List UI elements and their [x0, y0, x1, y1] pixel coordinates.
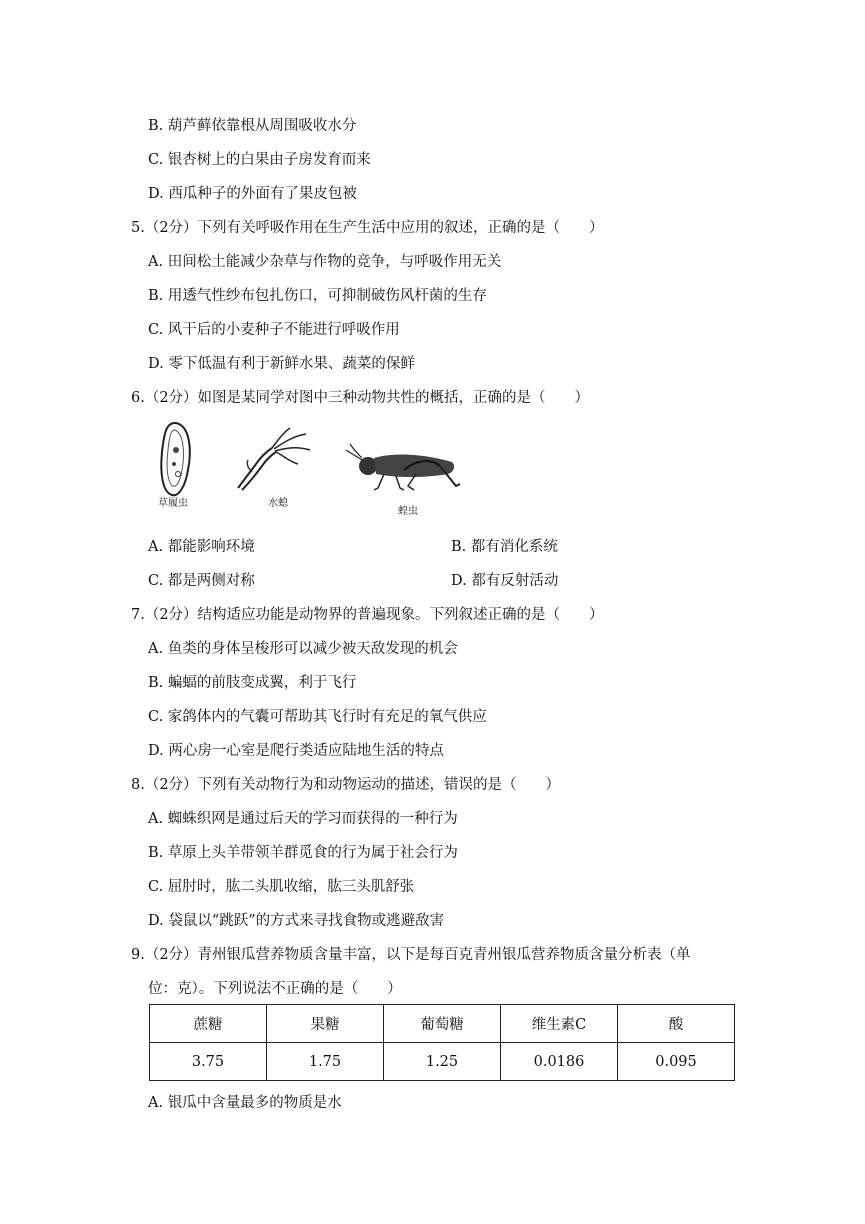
q4-option-d: D. 西瓜种子的外面有了果皮包被	[148, 186, 357, 202]
q8-option-b: B. 草原上头羊带领羊群觅食的行为属于社会行为	[148, 845, 458, 861]
q5-option-b: B. 用透气性纱布包扎伤口，可抑制破伤风杆菌的生存	[148, 288, 487, 304]
q6-option-a: A. 都能影响环境	[148, 539, 255, 555]
table-cell: 1.75	[267, 1043, 384, 1081]
q7-option-a: A. 鱼类的身体呈梭形可以减少被天敌发现的机会	[148, 641, 458, 657]
grasshopper-label: 蝗虫	[398, 506, 418, 517]
table-cell: 3.75	[150, 1043, 267, 1081]
hydra-figure	[232, 424, 316, 494]
paramecium-figure	[156, 420, 196, 500]
q8-option-d: D. 袋鼠以“跳跃”的方式来寻找食物或逃避敌害	[148, 913, 445, 929]
table-row	[150, 1043, 735, 1081]
q6-stem: 6.（2分）如图是某同学对图中三种动物共性的概括，正确的是（ ）	[131, 390, 590, 406]
hydra-label: 水螅	[268, 498, 288, 509]
table-header-cell: 酸	[618, 1005, 735, 1043]
q4-option-c: C. 银杏树上的白果由子房发育而来	[148, 152, 371, 168]
q8-option-c: C. 屈肘时，肱二头肌收缩，肱三头肌舒张	[148, 879, 415, 895]
q7-option-b: B. 蝙蝠的前肢变成翼，利于飞行	[148, 675, 357, 691]
q5-option-a: A. 田间松土能减少杂草与作物的竞争，与呼吸作用无关	[148, 254, 502, 270]
q4-option-b: B. 葫芦藓依靠根从周围吸收水分	[148, 118, 357, 134]
q5-option-d: D. 零下低温有利于新鲜水果、蔬菜的保鲜	[148, 356, 415, 372]
q7-option-c: C. 家鸽体内的气囊可帮助其飞行时有充足的氧气供应	[148, 709, 487, 725]
q8-stem: 8.（2分）下列有关动物行为和动物运动的描述，错误的是（ ）	[131, 777, 561, 793]
q9-stem-line2: 位：克）。下列说法不正确的是（ ）	[148, 981, 402, 997]
q5-stem: 5.（2分）下列有关呼吸作用在生产生活中应用的叙述，正确的是（ ）	[131, 220, 604, 236]
nutrition-table	[149, 1004, 735, 1081]
q6-option-b: B. 都有消化系统	[451, 539, 558, 555]
table-header-cell: 葡萄糖	[384, 1005, 501, 1043]
table-header-cell: 维生素C	[501, 1005, 618, 1043]
q5-option-c: C. 风干后的小麦种子不能进行呼吸作用	[148, 322, 400, 338]
table-cell: 0.095	[618, 1043, 735, 1081]
grasshopper-figure	[344, 440, 466, 496]
q9-option-a: A. 银瓜中含量最多的物质是水	[148, 1095, 342, 1111]
table-header-row	[150, 1005, 735, 1043]
table-cell: 1.25	[384, 1043, 501, 1081]
q8-option-a: A. 蜘蛛织网是通过后天的学习而获得的一种行为	[148, 811, 458, 827]
table-header-cell: 蔗糖	[150, 1005, 267, 1043]
q7-stem: 7.（2分）结构适应功能是动物界的普遍现象。下列叙述正确的是（ ）	[131, 607, 604, 623]
q9-stem-line1: 9.（2分）青州银瓜营养物质含量丰富，以下是每百克青州银瓜营养物质含量分析表（单	[131, 947, 691, 963]
q7-option-d: D. 两心房一心室是爬行类适应陆地生活的特点	[148, 743, 444, 759]
table-cell: 0.0186	[501, 1043, 618, 1081]
table-header-cell: 果糖	[267, 1005, 384, 1043]
paramecium-label: 草履虫	[158, 498, 188, 509]
q6-option-d: D. 都有反射活动	[451, 573, 559, 589]
q6-option-c: C. 都是两侧对称	[148, 573, 255, 589]
